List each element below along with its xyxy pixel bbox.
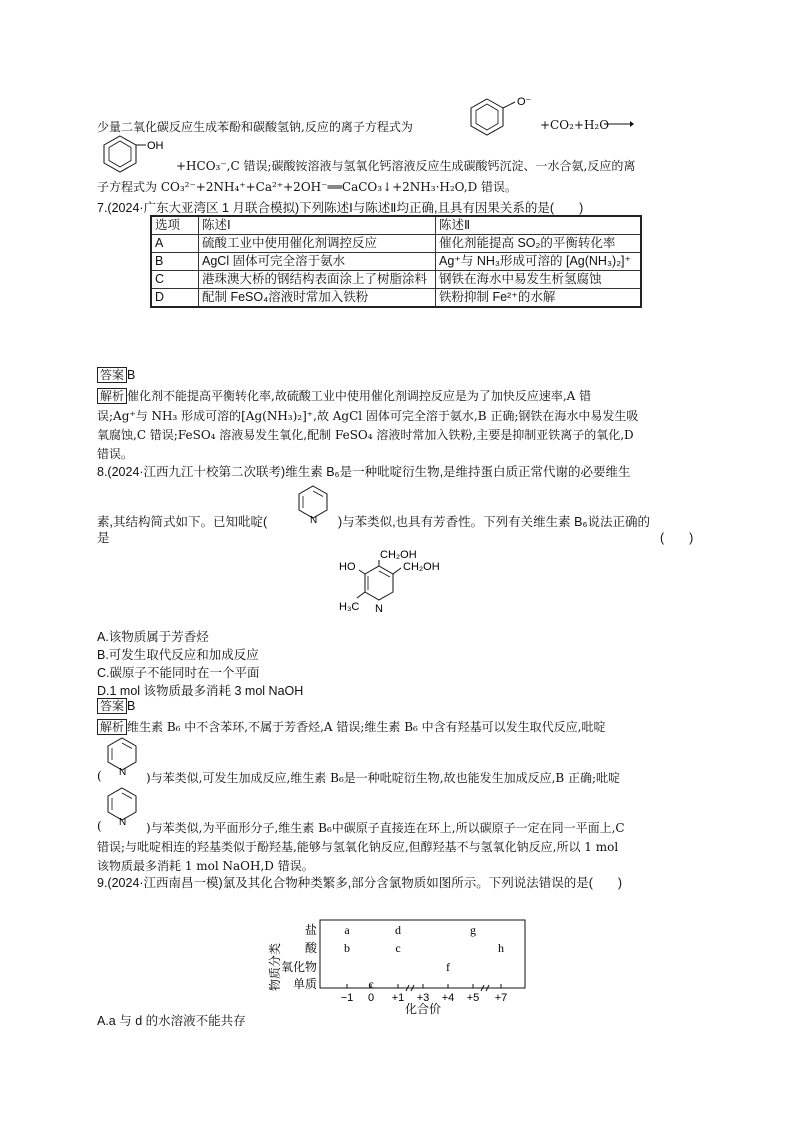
q9-option-a: A.a 与 d 的水溶液不能共存 [97, 1014, 246, 1028]
q8-answer-paren: ( ) [660, 531, 694, 545]
phenol-structure [100, 133, 180, 173]
q7-analysis-line: 误;Ag⁺与 NH₃ 形成可溶的[Ag(NH₃)₂]⁺,故 AgCl 固体可完全溶于氨水,B 正确;钢铁在海水中易发生吸 [97, 409, 639, 423]
table-cell: 钢铁在海水中易发生析氢腐蚀 [436, 271, 642, 289]
table-row [151, 253, 641, 271]
reaction-arrow-icon [604, 120, 634, 128]
q8-analysis-line: 该物质最多消耗 1 mol NaOH,D 错误。 [97, 859, 314, 873]
q7-answer [97, 367, 135, 383]
q8-option-d: D.1 mol 该物质最多消耗 3 mol NaOH [97, 684, 304, 698]
phenol-oh-label: OH [147, 140, 164, 152]
pyridine-n-label: N [310, 515, 318, 526]
y-category-label: 酸 [304, 941, 317, 955]
y-axis-label: 物质分类 [268, 942, 282, 992]
open-paren: ( [97, 769, 102, 783]
ch2oh-right-label: CH₂OH [403, 561, 440, 573]
x-tick-label: −1 [340, 992, 354, 1004]
table-cell: 配制 FeSO₄溶液时常加入铁粉 [199, 289, 436, 308]
ch2oh-top-label: CH₂OH [380, 549, 417, 561]
ho-label: HO [339, 561, 356, 573]
x-tick-label: +3 [416, 992, 430, 1004]
q8-stem-line3: 是 [97, 531, 110, 545]
analysis-text: 维生素 B₆ 中不含苯环,不属于芳香烃,A 错误;维生素 B₆ 中含有羟基可以发生取代反应,吡啶 [127, 720, 606, 734]
table-header-cell: 陈述Ⅱ [436, 216, 642, 235]
ring-n-label: N [375, 603, 383, 615]
line3-text: 子方程式为 CO₃²⁻+2NH₄⁺+Ca²⁺+2OH⁻══CaCO₃↓+2NH₃·H₂O,D 错误。 [97, 180, 518, 194]
pyridine-structure [106, 735, 142, 779]
table-cell: AgCl 固体可完全溶于氨水 [199, 253, 436, 271]
chart-point-label: f [446, 960, 450, 974]
analysis-tag: 解析 [97, 388, 127, 404]
table-cell: 催化剂能提高 SO₂的平衡转化率 [436, 235, 642, 253]
chart-point-label: c [368, 977, 374, 991]
chart-point-label: d [395, 923, 401, 937]
q7-table [150, 215, 642, 308]
chart-point-label: h [498, 941, 504, 955]
x-tick-label: +7 [494, 992, 508, 1004]
line1-equation-tail: +CO₂+H₂O [540, 118, 610, 132]
table-header-cell: 陈述Ⅰ [199, 216, 436, 235]
analysis-tag: 解析 [97, 719, 127, 735]
q7-analysis-line [97, 387, 591, 404]
answer-value: B [127, 699, 136, 713]
chart-point-label: b [344, 941, 350, 955]
q8-analysis-line: 错误;与吡啶相连的羟基类似于酚羟基,能够与氢氧化钠反应,但醇羟基不与氢氧化钠反应,所以 1 mol [97, 840, 619, 854]
table-cell: Ag⁺与 NH₃形成可溶的 [Ag(NH₃)₂]⁺ [436, 253, 642, 271]
table-row [151, 271, 641, 289]
vitamin-b6-structure [335, 542, 475, 632]
q8-stem-line1: 8.(2024·江西九江十校第二次联考)维生素 B₆是一种吡啶衍生物,是维持蛋白质正常代谢的必要维生 [97, 465, 631, 479]
q8-analysis-line: )与苯类似,可发生加成反应,维生素 B₆是一种吡啶衍生物,故也能发生加成反应,B 正确;吡啶 [146, 771, 621, 785]
q8-answer [97, 698, 135, 714]
table-cell: D [151, 289, 199, 308]
line2-text: +HCO₃⁻,C 错误;碳酸铵溶液与氢氧化钙溶液反应生成碳酸钙沉淀、一水合氨,反应的离 [176, 159, 636, 173]
q7-stem: 7.(2024·广东大亚湾区 1 月联合模拟)下列陈述Ⅰ与陈述Ⅱ均正确,且具有因果关系的是( ) [97, 201, 584, 215]
pyridine-structure [106, 785, 142, 829]
chart-point-label: a [344, 923, 350, 937]
answer-value: B [127, 368, 136, 382]
x-tick-label: 0 [367, 992, 375, 1004]
answer-tag: 答案 [97, 367, 127, 383]
phenoxide-structure [467, 96, 537, 136]
analysis-text: 催化剂不能提高平衡转化率,故硫酸工业中使用催化剂调控反应是为了加快反应速率,A 错 [127, 389, 592, 403]
line1-text: 少量二氧化碳反应生成苯酚和碳酸氢钠,反应的离子方程式为 [97, 120, 413, 134]
chart-point-label: g [470, 923, 476, 937]
y-category-label: 盐 [304, 923, 317, 937]
q7-analysis-line: 错误。 [97, 447, 134, 461]
q8-stem-line2b: )与苯类似,也具有芳香性。下列有关维生素 B₆说法正确的 [338, 515, 650, 529]
pyridine-structure [297, 483, 333, 529]
table-cell: 硫酸工业中使用催化剂调控反应 [199, 235, 436, 253]
chlorine-valence-chart [265, 917, 530, 1017]
table-row [151, 289, 641, 308]
q8-analysis-line: )与苯类似,为平面形分子,维生素 B₆中碳原子直接连在环上,所以碳原子一定在同一平面上,C [146, 821, 625, 835]
q8-stem-line2a: 素,其结构简式如下。已知吡啶( [97, 515, 268, 529]
x-tick-label: +1 [391, 992, 405, 1004]
chart-point-label: c [395, 941, 401, 955]
table-cell: 港珠澳大桥的钢结构表面涂上了树脂涂料 [199, 271, 436, 289]
q8-option-c: C.碳原子不能同时在一个平面 [97, 666, 260, 680]
answer-tag: 答案 [97, 698, 127, 714]
q9-stem: 9.(2024·江西南昌一模)氯及其化合物种类繁多,部分含氯物质如图所示。下列说法错误的是( ) [97, 876, 623, 890]
y-category-label: 单质 [292, 977, 317, 991]
phenoxide-ion-label: O⁻ [517, 96, 532, 108]
table-cell: A [151, 235, 199, 253]
x-tick-label: +4 [441, 992, 455, 1004]
q8-analysis-line [97, 718, 606, 735]
table-row [151, 235, 641, 253]
chart-frame [320, 920, 525, 988]
pyridine-n-label: N [119, 817, 127, 828]
table-cell: B [151, 253, 199, 271]
open-paren: ( [97, 819, 102, 833]
x-tick-label: +5 [466, 992, 480, 1004]
q7-analysis-line: 氧腐蚀,C 错误;FeSO₄ 溶液易发生氧化,配制 FeSO₄ 溶液时常加入铁粉,主要是抑制亚铁离子的氧化,D [97, 428, 634, 442]
x-axis-label: 化合价 [404, 1002, 442, 1016]
q8-option-b: B.可发生取代反应和加成反应 [97, 648, 259, 662]
q8-option-a: A.该物质属于芳香烃 [97, 630, 209, 644]
table-header-row [151, 216, 641, 235]
pyridine-n-label: N [119, 767, 127, 778]
table-cell: C [151, 271, 199, 289]
h3c-label: H₃C [339, 601, 360, 613]
table-cell: 铁粉抑制 Fe²⁺的水解 [436, 289, 642, 308]
y-category-label: 氧化物 [280, 960, 317, 974]
table-header-cell: 选项 [151, 216, 199, 235]
